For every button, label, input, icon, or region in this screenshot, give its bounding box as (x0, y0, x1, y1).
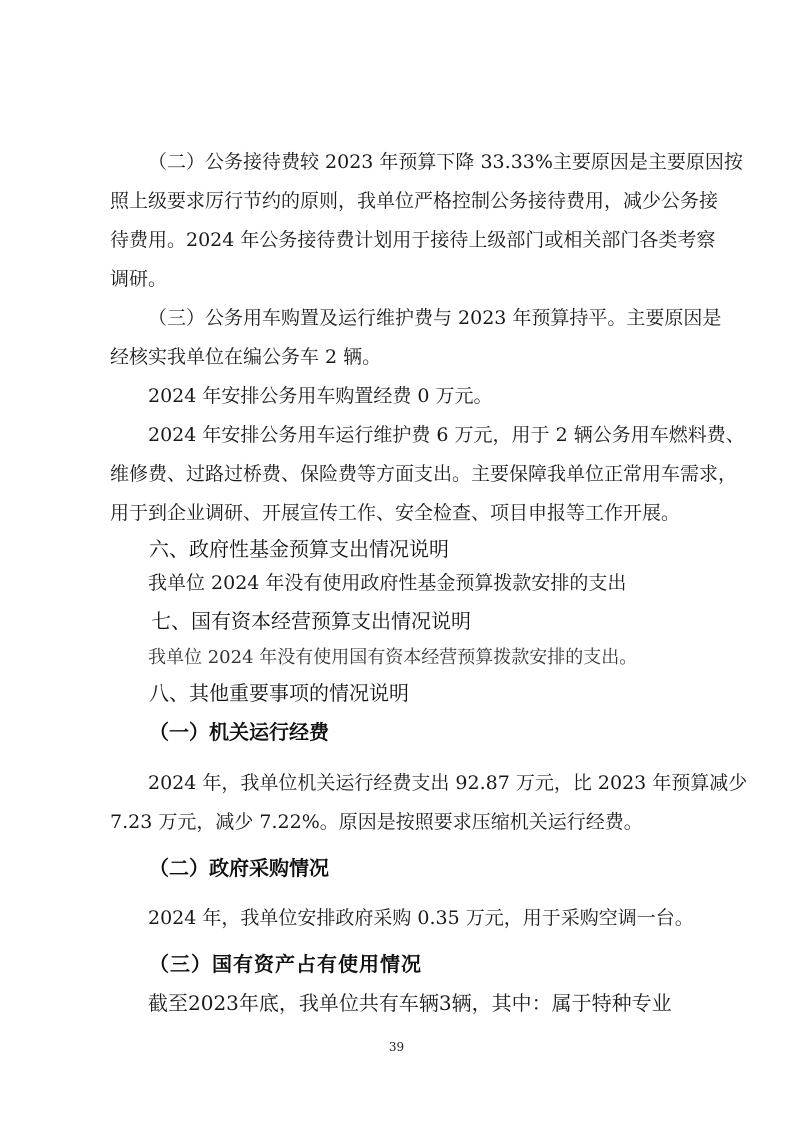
paragraph-line: 照上级要求厉行节约的原则，我单位严格控制公务接待费用，减少公务接 (110, 190, 719, 212)
paragraph-line: 调研。 (110, 268, 168, 290)
paragraph-line: 经核实我单位在编公务车 2 辆。 (110, 346, 382, 368)
section-heading: 八、其他重要事项的情况说明 (149, 681, 409, 705)
paragraph-line: 截至2023年底，我单位共有车辆3辆，其中：属于特种专业 (148, 991, 672, 1015)
page-number: 39 (388, 1040, 405, 1054)
paragraph-line: 用于到企业调研、开展宣传工作、安全检查、项目申报等工作开展。 (110, 502, 681, 524)
paragraph-line: 待费用。2024 年公务接待费计划用于接待上级部门或相关部门各类考察 (110, 229, 716, 251)
subsection-heading: （二）政府采购情况 (149, 856, 329, 880)
paragraph-line: 7.23 万元，减少 7.22%。原因是按照要求压缩机关运行经费。 (110, 811, 643, 833)
paragraph-line: 2024 年安排公务用车购置经费 0 万元。 (148, 385, 493, 407)
paragraph-line: 2024 年安排公务用车运行维护费 6 万元，用于 2 辆公务用车燃料费、 (148, 424, 745, 446)
section-heading: 六、政府性基金预算支出情况说明 (149, 537, 449, 561)
paragraph-line: 我单位 2024 年没有使用国有资本经营预算拨款安排的支出。 (148, 647, 638, 668)
paragraph-line: 2024 年，我单位安排政府采购 0.35 万元，用于采购空调一台。 (148, 907, 694, 929)
section-heading: 七、国有资本经营预算支出情况说明 (151, 609, 471, 633)
paragraph-line: 维修费、过路过桥费、保险费等方面支出。主要保障我单位正常用车需求， (110, 463, 738, 485)
paragraph-line: 2024 年，我单位机关运行经费支出 92.87 万元，比 2023 年预算减少 (148, 772, 748, 794)
paragraph-line: 我单位 2024 年没有使用政府性基金预算拨款安排的支出 (148, 572, 627, 594)
subsection-heading: （一）机关运行经费 (149, 720, 329, 744)
subsection-heading: （三）国有资产占有使用情况 (149, 952, 422, 976)
paragraph-line: （三）公务用车购置及运行维护费与 2023 年预算持平。主要原因是 (148, 307, 722, 329)
paragraph-line: （二）公务接待费较 2023 年预算下降 33.33%主要原因是主要原因按 (148, 151, 743, 173)
